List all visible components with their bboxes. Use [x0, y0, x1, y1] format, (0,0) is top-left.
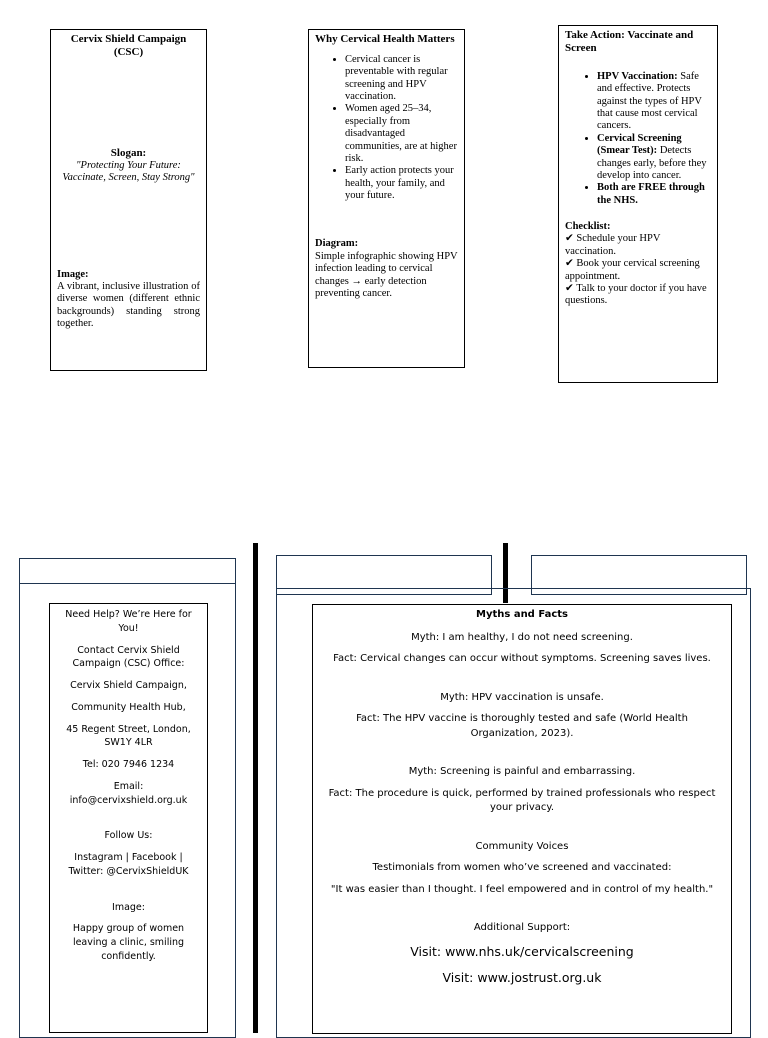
- voices-quote: "It was easier than I thought. I feel empowered and in control of my health.": [330, 883, 714, 895]
- take-action-panel: [558, 25, 718, 383]
- slogan-label: Slogan:: [110, 146, 147, 159]
- contact-hub: Community Health Hub,: [71, 701, 186, 713]
- myth-text: Myth: I am healthy, I do not need screening.: [411, 631, 633, 643]
- social-handles: Instagram | Facebook | Twitter: @CervixShieldUK: [68, 852, 189, 877]
- why-matters-title: Why Cervical Health Matters: [315, 33, 455, 45]
- contact-image-label: Image:: [112, 901, 145, 913]
- myth-text: Myth: Screening is painful and embarrassing.: [408, 766, 636, 777]
- list-item-bold: Both are FREE through the NHS.: [597, 182, 705, 206]
- checklist-label: Checklist:: [565, 221, 611, 233]
- fold-divider-left: [253, 543, 258, 1033]
- campaign-title: Cervix Shield Campaign (CSC): [70, 33, 187, 58]
- fact-text: Fact: The HPV vaccine is thoroughly tested and safe (World Health Organization, 2023).: [356, 713, 688, 739]
- contact-heading: Need Help? We’re Here for You!: [65, 609, 192, 634]
- voices-intro: Testimonials from women who’ve screened and vaccinated:: [372, 862, 672, 873]
- take-action-list: [565, 71, 711, 207]
- contact-tel: Tel: 020 7946 1234: [82, 759, 175, 771]
- take-action-title: Take Action: Vaccinate and Screen: [565, 29, 694, 54]
- list-item: • Early action protects your health, your family, and your future.: [345, 165, 458, 202]
- checklist-item: ✔ Schedule your HPV vaccination.: [565, 233, 661, 257]
- list-item: • Cervical cancer is preventable with regular screening and HPV vaccination.: [345, 54, 458, 104]
- contact-email: Email: info@cervixshield.org.uk: [69, 780, 188, 806]
- list-item: • Women aged 25–34, especially from disadvantaged communities, are at higher risk.: [345, 103, 458, 165]
- checklist-item: ✔ Book your cervical screening appointment.: [565, 258, 700, 282]
- list-item-bold: Cervical Screening (Smear Test):: [597, 132, 682, 157]
- diagram-description: Simple infographic showing HPV infection leading to cervical changes → early detection preventing cancer.: [315, 250, 458, 299]
- list-item-bold: HPV Vaccination:: [597, 70, 678, 82]
- contact-panel: [49, 603, 208, 1033]
- why-matters-panel: [308, 29, 465, 368]
- campaign-panel: [50, 29, 207, 371]
- contact-image-description: Happy group of women leaving a clinic, smiling confidently.: [72, 923, 185, 963]
- why-matters-list: [315, 54, 458, 203]
- image-description: A vibrant, inclusive illustration of diverse women (different ethnic backgrounds) standing strong together.: [57, 281, 200, 330]
- myth-text: Myth: HPV vaccination is unsafe.: [440, 691, 604, 703]
- list-item-text: Safe and effective. Protects against the types of HPV that cause most cervical cancers.: [597, 70, 702, 132]
- contact-address: 45 Regent Street, London, SW1Y 4LR: [66, 723, 191, 749]
- contact-office: Contact Cervix Shield Campaign (CSC) Office:: [72, 644, 185, 670]
- checklist-item: ✔ Talk to your doctor if you have questions.: [565, 282, 707, 307]
- fold-line-top-left: [20, 583, 235, 584]
- support-title: Additional Support:: [473, 922, 571, 933]
- follow-label: Follow Us:: [104, 830, 153, 842]
- fact-text: Fact: Cervical changes can occur without symptoms. Screening saves lives.: [333, 653, 711, 664]
- list-item: [597, 182, 711, 207]
- image-label: Image:: [57, 268, 89, 280]
- list-item: [597, 71, 711, 133]
- visit-jostrust-link[interactable]: Visit: www.jostrust.org.uk: [442, 969, 602, 985]
- diagram-label: Diagram:: [315, 238, 359, 250]
- myths-title: Myths and Facts: [476, 609, 568, 620]
- voices-title: Community Voices: [475, 840, 569, 852]
- slogan-text: "Protecting Your Future: Vaccinate, Screen, Stay Strong": [62, 159, 195, 184]
- myths-facts-panel: [312, 604, 732, 1034]
- list-item: [597, 133, 711, 183]
- list-item-text: Detects changes early, before they develop into cancer.: [597, 145, 707, 181]
- fact-text: Fact: The procedure is quick, performed by trained professionals who respect your privacy.: [328, 787, 716, 813]
- visit-nhs-link[interactable]: Visit: www.nhs.uk/cervicalscreening: [410, 943, 634, 959]
- contact-org: Cervix Shield Campaign,: [70, 680, 187, 692]
